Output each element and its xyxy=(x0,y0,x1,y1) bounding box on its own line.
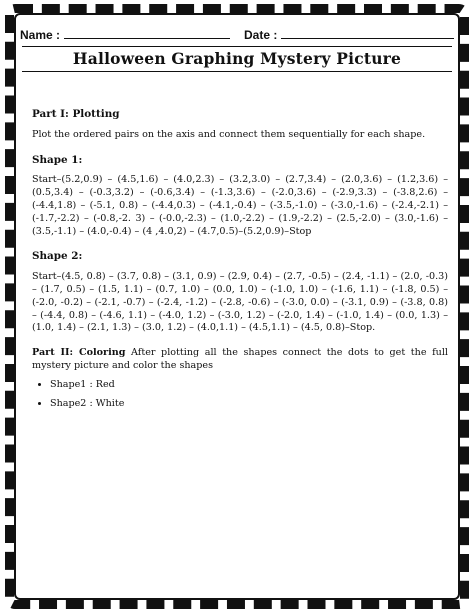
date-field[interactable] xyxy=(244,28,454,42)
shape1-points: Start–(5.2,0.9) – (4.5,1.6) – (4.0,2.3) – (3.2,3.0) – (2.7,3.4) – (2.0,3.6) – (1.2,3.6) – (0.5,3.4) – (-0.3,3.2) – (-0.6,3.4) – (-1.3,3.6) – (-2.0,3.6) – (-2.9,3.3) – (-3.8,2.6) – (-4.4,1.8) – (-5.1, 0.8) – (-4.4,0.3) – (-4.1,-0.4) – (-3.5,-1.0) – (-3.0,-1.6) – (-2.4,-2.1) – (-1.7,-2.2) – (-0.8,-2. 3) – (-0.0,-2.3) – (1.0,-2.2) – (1.9,-2.2) – (2.5,-2.0) – (3.0,-1.6) – (3.5,-1.1) – (4.0,-0.4) – (4 ,4.0,2) – (4.7,0.5)–(5.2,0.9)–Stop xyxy=(32,174,448,237)
shape2-points: Start–(4.5, 0.8) – (3.7, 0.8) – (3.1, 0.9) – (2.9, 0.4) – (2.7, -0.5) – (2.4, -1.1) – (2.0, -0.3) – (1.7, 0.5) – (1.5, 1.1) – (0.7, 1.0) – (0.0, 1.0) – (-1.0, 1.0) – (-1.6, 1.1) – (-1.8, 0.5) – (-2.0, -0.2) – (-2.1, -0.7) – (-2.4, -1.2) – (-2.8, -0.6) – (-3.0, 0.0) – (-3.1, 0.9) – (-3.8, 0.8) – (-4.4, 0.8) – (-4.6, 1.1) – (-4.0, 1.2) – (-3.0, 1.2) – (-2.0, 1.4) – (-1.0, 1.4) – (0.0, 1.3) – (1.0, 1.4) – (2.1, 1.3) – (3.0, 1.2) – (4.0,1.1) – (4.5,1.1) – (4.5, 0.8)–Stop. xyxy=(32,271,448,334)
worksheet-content xyxy=(32,108,448,416)
part2-paragraph xyxy=(32,347,448,373)
shape2-heading: Shape 2: xyxy=(32,250,83,263)
part1-instruction: Plot the ordered pairs on the axis and connect them sequentially for each shape. xyxy=(32,128,426,140)
date-line xyxy=(281,38,454,39)
list-item: • Shape1 : Red xyxy=(50,379,448,392)
name-line xyxy=(64,38,230,39)
page-title: Halloween Graphing Mystery Picture xyxy=(22,46,452,72)
list-item: • Shape2 : White xyxy=(50,398,448,411)
name-label: Name : xyxy=(20,28,61,42)
part1-heading: Part I: Plotting xyxy=(32,108,120,120)
header-fields xyxy=(20,28,454,42)
date-label: Date : xyxy=(244,28,278,42)
color-list xyxy=(32,379,448,411)
shape1-heading: Shape 1: xyxy=(32,153,83,166)
name-field[interactable] xyxy=(20,28,230,42)
part2-heading: Part II: Coloring xyxy=(32,347,126,359)
part2-instruction: After plotting all the shapes connect the dots to get the full mystery picture and color the shapes xyxy=(32,347,448,371)
